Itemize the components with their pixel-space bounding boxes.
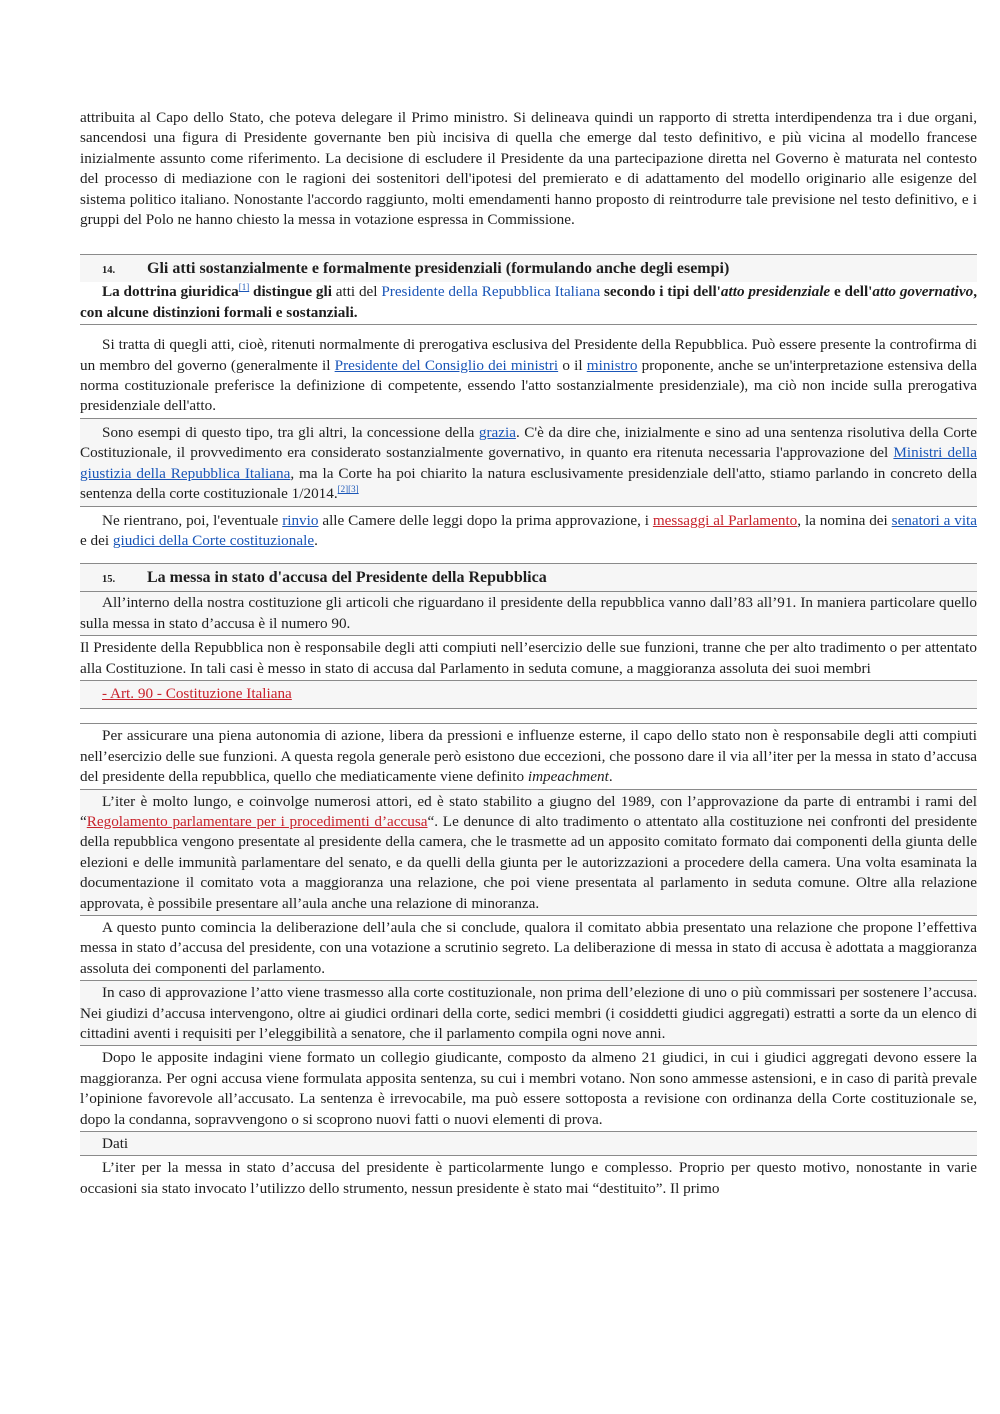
section-title: La messa in stato d'accusa del Presidente della Repubblica	[147, 569, 547, 587]
section-14-heading	[80, 254, 977, 282]
section-14-paragraph-2: Sono esempi di questo tipo, tra gli altri, la concessione della grazia. C'è da dire che, inizialmente e sino ad una sentenza risolutiva della Corte Costituzionale, il provvedimento era considerato sostanzialmente governativo, in quanto era ritenuta necessaria l'approvazione del Ministri della giustizia della Repubblica Italiana, ma la Corte ha poi chiarito la natura esclusivamente presidenziale dell'atto, stiamo parlando in concreto della sentenza della corte costituzionale 1/2014.[2][3]	[80, 419, 977, 507]
dati-label: Dati	[80, 1132, 977, 1156]
section-title: Gli atti sostanzialmente e formalmente presidenziali (formulando anche degli esempi)	[147, 260, 730, 278]
link-ministri-giustizia[interactable]: Ministri della giustizia della Repubblica Italiana	[80, 444, 977, 482]
intro-paragraph: attribuita al Capo dello Stato, che poteva delegare il Primo ministro. Si delineava quindi un rapporto di stretta interdipendenza tra i due organi, sancendosi una figura di Presidente governante ben più incisiva di quella che emerge dal testo definitivo, e più vicina al modello francese inizialmente assunto come riferimento. La decisione di escludere il Presidente da una partecipazione diretta nel Governo è maturata nel contesto del processo di mediazione con le ragioni dei sostenitori dell'ipotesi del premierato e di adattamento del modello originario alle esigenze del sistema politico italiano. Nonostante l'accordo raggiunto, molti emendamenti hanno proposto di reintrodurre tale previsione nel testo definitivo, e i gruppi del Polo ne hanno chiesto la messa in votazione espressa in Commissione.	[80, 109, 977, 229]
footnote-ref-1[interactable]: [1]	[238, 282, 250, 293]
section-15-heading	[80, 563, 977, 592]
section-15-paragraph-4: L’iter è molto lungo, e coinvolge numerosi attori, ed è stato stabilito a giugno del 1989, con l’approvazione da parte di entrambi i rami del “Regolamento parlamentare per i procedimenti d’accusa“. Le denunce di alto tradimento o attentato alla costituzione nei confronti del presidente della repubblica vengono presentate al presidente della camera, che le trasmette ad un apposito comitato formato dai componenti della giunta delle elezioni e delle immunità parlamentare del senato, e da quelli della giunta per le autorizzazioni a procedere della camera. Una volta esaminata la documentazione il comitato vota a maggioranza una relazione, che poi viene presentata al parlamento in seduta comune. Oltre alla relazione approvata, è possibile presentare all’aula anche una relazione di minoranza.	[80, 790, 977, 916]
section-15-paragraph-8: L’iter per la messa in stato d’accusa del presidente è particolarmente lungo e complesso. Proprio per questo motivo, nonostante in varie occasioni sia stato invocato l’utilizzo dello strumento, nessun presidente è stato mai “destituito”. Il primo	[80, 1159, 977, 1197]
link-presidente-consiglio[interactable]: Presidente del Consiglio dei ministri	[334, 356, 559, 374]
section-15-paragraph-5: A questo punto comincia la deliberazione dell’aula che si conclude, qualora il comitato abbia presentato una relazione che propone l’effettiva messa in stato d’accusa del presidente, con una votazione a scrutinio segreto. La deliberazione di messa in stato di accusa è adottata a maggioranza assoluta dei componenti del parlamento.	[80, 916, 977, 981]
section-number: 14.	[102, 265, 116, 277]
section-14-paragraph-1: Si tratta di quegli atti, cioè, ritenuti normalmente di prerogativa esclusiva del Presidente della Repubblica. Può essere presente la controfirma di un membro del governo (generalmente il Presidente del Consiglio dei ministri o il ministro proponente, anche se un'interpretazione estensiva della norma costituzionale preferisce la definizione di competente, essendo l'atto sostanzialmente presidenziale), ma ciò non incide sulla prerogativa presidenziale dell'atto.	[80, 335, 977, 419]
link-rinvio[interactable]: rinvio	[282, 511, 319, 529]
link-presidente-repubblica[interactable]: Presidente della Repubblica Italiana	[381, 283, 601, 301]
link-grazia[interactable]: grazia	[478, 423, 516, 441]
link-giudici-corte[interactable]: giudici della Corte costituzionale	[112, 531, 315, 549]
document-page	[80, 108, 977, 1199]
link-regolamento-parlamentare[interactable]: Regolamento parlamentare per i procedimenti d’accusa	[86, 812, 428, 830]
section-15-paragraph-6: In caso di approvazione l’atto viene trasmesso alla corte costituzionale, non prima dell’elezione di uno o più commissari per sostenere l’accusa. Nei giudizi d’accusa intervengono, oltre ai giudici ordinari della corte, sedici membri (i cosiddetti giudici aggregati) estratti a sorte da un elenco di cittadini aventi i requisiti per l’eleggibilità a senatore, che il parlamento compila ogni nove anni.	[80, 981, 977, 1046]
section-14-paragraph-3: Ne rientrano, poi, l'eventuale rinvio alle Camere delle leggi dopo la prima approvazione, i messaggi al Parlamento, la nomina dei senatori a vita e dei giudici della Corte costituzionale.	[80, 511, 978, 549]
article-90-link-row	[80, 681, 977, 709]
footnote-refs-2-3[interactable]: [2][3]	[337, 484, 359, 495]
link-art-90[interactable]: - Art. 90 - Costituzione Italiana	[102, 684, 292, 702]
section-15-paragraph-3: Per assicurare una piena autonomia di azione, libera da pressioni e influenze esterne, il capo dello stato non è responsabile degli atti compiuti nell’esercizio delle sue funzioni. A questa regola generale però esistono due eccezioni, che possono dare il via all’iter per la messa in stato d’accusa del presidente della repubblica, quello che mediaticamente viene definito impeachment.	[80, 723, 977, 789]
section-15-paragraph-2: Il Presidente della Repubblica non è responsabile degli atti compiuti nell’esercizio delle sue funzioni, tranne che per alto tradimento o per attentato alla Costituzione. In tali casi è messo in stato di accusa dal Parlamento in seduta comune, a maggioranza assoluta dei suoi membri	[80, 636, 977, 681]
section-number: 15.	[102, 574, 116, 586]
link-messaggi-parlamento[interactable]: messaggi al Parlamento	[652, 511, 798, 529]
link-ministro[interactable]: ministro	[586, 356, 638, 374]
section-15-paragraph-1: All’interno della nostra costituzione gli articoli che riguardano il presidente della repubblica vanno dall’83 all’91. In maniera particolare quello sulla messa in stato d’accusa è il numero 90.	[80, 592, 977, 636]
section-15-paragraph-7: Dopo le apposite indagini viene formato un collegio giudicante, composto da almeno 21 giudici, in cui i giudici aggregati devono essere la maggioranza. Per ogni accusa viene formulata apposita sentenza, su cui i membri votano. Non sono ammesse astensioni, e in caso di parità prevale l’opinione favorevole all’accusato. La sentenza è irrevocabile, ma può essere sottoposta a revisione con ordinanza della Corte costituzionale se, dopo la condanna, sopravvengono o si scoprono nuovi fatti o nuovi elementi di prova.	[80, 1046, 977, 1132]
link-senatori-vita[interactable]: senatori a vita	[891, 511, 978, 529]
section-14-lead: La dottrina giuridica[1] distingue gli atti del Presidente della Repubblica Italiana secondo i tipi dell'atto presidenziale e dell'atto governativo, con alcune distinzioni formali e sostanziali.	[80, 282, 977, 325]
